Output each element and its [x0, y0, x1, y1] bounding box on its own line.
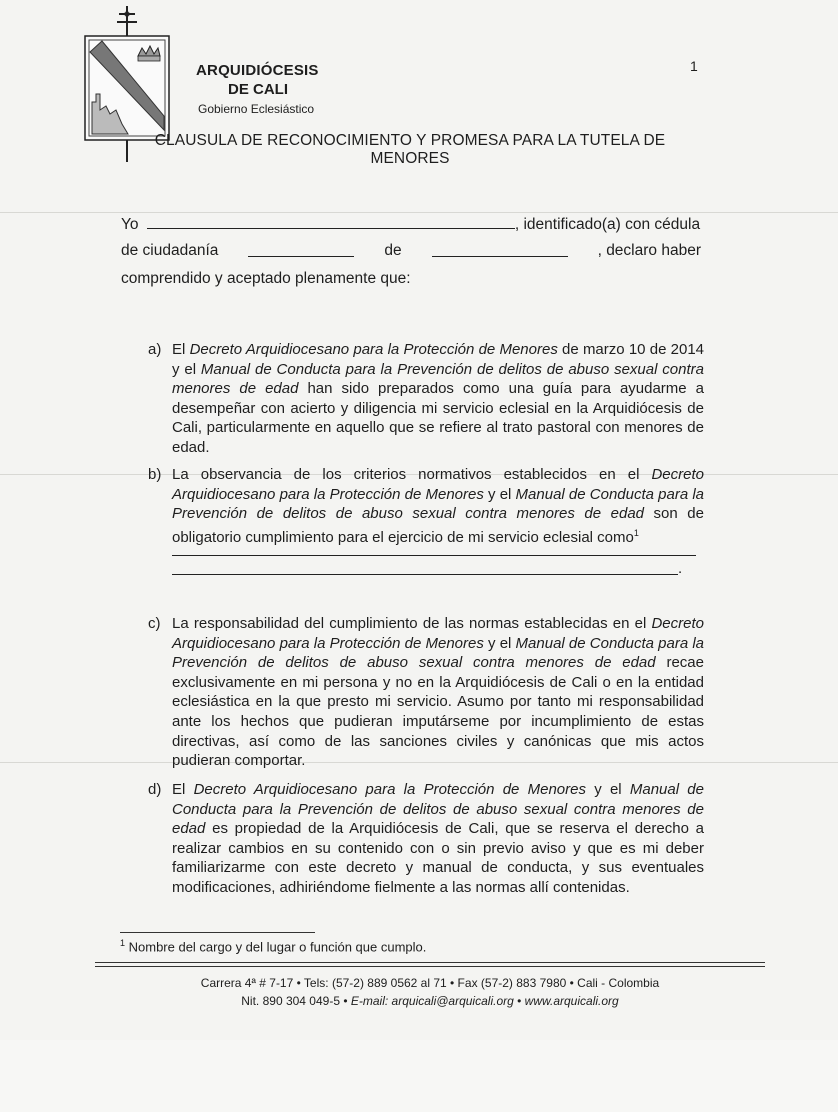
- footnote-reference: 1: [633, 527, 639, 538]
- list-item-text: [172, 614, 704, 771]
- list-item: [148, 780, 704, 898]
- page-number: 1: [690, 58, 698, 74]
- organization-name-line1: ARQUIDIÓCESIS: [196, 62, 319, 79]
- footer-email[interactable]: arquicali@arquicali.org: [391, 994, 514, 1008]
- text-run: es propiedad de la Arquidiócesis de Cali, que se reserva el derecho a realizar cambios en su contenido con o sin previo aviso y que es mi deber familiarizarme con este decreto y manual de conducta, y sus eventuales modificaciones, adhiriéndome fielmente a las normas allí contenidas.: [172, 820, 704, 896]
- list-item: [148, 465, 704, 547]
- footer-address: Carrera 4ª # 7-17 • Tels: (57-2) 889 0562 al 71 • Fax (57-2) 883 7980 • Cali - Colombia: [200, 976, 660, 990]
- organization-subtitle: Gobierno Eclesiástico: [198, 102, 315, 116]
- list-item: [148, 614, 704, 771]
- footer-website[interactable]: www.arquicali.org: [524, 994, 619, 1008]
- text-run: son de obligatorio cumplimiento para el ejercicio de mi servicio eclesial como: [172, 505, 704, 546]
- footer-email-label: E-mail:: [350, 994, 392, 1008]
- declaration-identified: , identificado(a) con cédula: [514, 216, 701, 233]
- role-blank-line[interactable]: [172, 555, 696, 556]
- name-blank-line[interactable]: [147, 214, 515, 229]
- italic-text-run: Decreto Arquidiocesano para la Protección de Menores: [193, 781, 586, 798]
- organization-header: [196, 62, 319, 116]
- cedula-place-blank-line[interactable]: [432, 242, 568, 257]
- text-run: de marzo 10 de 2014 y el: [172, 341, 704, 378]
- list-item-text: [172, 465, 704, 547]
- italic-text-run: Manual de Conducta para la Prevención de delitos de abuso sexual contra menores de edad: [172, 485, 705, 523]
- text-run: recae exclusivamente en mi persona y no en la Arquidiócesis de Cali o en la entidad eclesiástica en la que presto mi servicio. Asumo por tanto mi responsabilidad ante los hechos que pudieran imputárseme por incumplimiento de estas directivas, así como de las sanciones civiles y canónicas que mis actos pudieran comportar.: [172, 654, 704, 770]
- italic-text-run: Manual de Conducta para la Prevención de delitos de abuso sexual contra menores de edad: [172, 360, 704, 398]
- italic-text-run: Decreto Arquidiocesano para la Protección de Menores: [172, 466, 704, 503]
- cedula-number-blank-line[interactable]: [248, 242, 354, 257]
- document-title: CLAUSULA DE RECONOCIMIENTO Y PROMESA PARA LA TUTELA DE MENORES: [154, 132, 666, 167]
- italic-text-run: Manual de Conducta para la Prevención de delitos de abuso sexual contra menores de edad: [172, 781, 704, 838]
- declaration-cedula: de ciudadanía: [121, 242, 219, 259]
- declaration-line3: comprendido y aceptado plenamente que:: [121, 270, 411, 287]
- list-item-text: [172, 780, 704, 898]
- list-item: [148, 340, 704, 458]
- footer-nit: Nit. 890 304 049-5 •: [241, 994, 351, 1008]
- list-item-label: a): [148, 341, 162, 358]
- organization-name-line2: DE CALI: [228, 81, 288, 98]
- footnote-separator: [120, 932, 315, 933]
- italic-text-run: Decreto Arquidiocesano para la Protección de Menores: [172, 615, 704, 652]
- list-item-label: b): [148, 466, 162, 483]
- footer-nit-line: [95, 992, 765, 1010]
- declaration-yo: Yo: [121, 216, 139, 233]
- paper-fold: [0, 212, 838, 213]
- declaration-de: de: [384, 242, 402, 259]
- footnote-marker: 1: [120, 938, 126, 948]
- footer-contact: [95, 974, 765, 1010]
- text-run: y el: [585, 781, 630, 798]
- list-item-text: [172, 340, 704, 458]
- italic-text-run: Decreto Arquidiocesano para la Protección de Menores: [189, 341, 558, 358]
- page-bottom-margin: [0, 1040, 838, 1112]
- text-run: La responsabilidad del cumplimiento de las normas establecidas en el: [172, 615, 652, 632]
- text-run: El: [172, 341, 190, 358]
- list-item-label: c): [148, 615, 161, 632]
- footer-separator: •: [513, 994, 525, 1008]
- text-run: El: [172, 781, 194, 798]
- italic-text-run: Manual de Conducta para la Prevención de delitos de abuso sexual contra menores de edad: [172, 634, 705, 672]
- text-run: La observancia de los criterios normativos establecidos en el: [172, 466, 652, 483]
- footnote-text: Nombre del cargo y del lugar o función que cumplo.: [125, 939, 427, 955]
- footnote: [120, 938, 426, 954]
- role-blank-line[interactable]: [172, 574, 678, 575]
- text-run: han sido preparados como una guía para ayudarme a desempeñar con acierto y diligencia mi servicio eclesial en la Arquidiócesis de Cali, particularmente en aquello que se refiere al trato pastoral con menores de edad.: [172, 380, 705, 456]
- blank-line-period: .: [678, 560, 683, 577]
- text-run: y el: [483, 485, 516, 503]
- declaration-declaro: , declaro haber: [597, 242, 701, 259]
- footer-rule: [95, 966, 765, 967]
- footer-rule: [95, 962, 765, 963]
- text-run: y el: [483, 634, 516, 652]
- list-item-label: d): [148, 781, 162, 798]
